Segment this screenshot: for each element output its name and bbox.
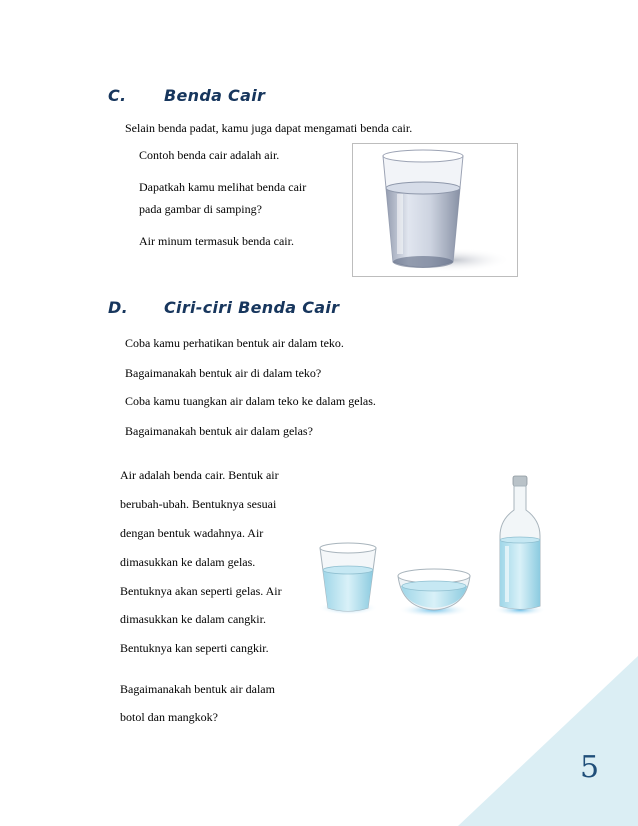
section-c-title: Benda Cair — [164, 86, 266, 105]
section-c-line: Air minum termasuk benda cair. — [139, 234, 294, 248]
paragraph-line: Air adalah benda cair. Bentuk air — [120, 468, 279, 482]
section-d-question: Coba kamu tuangkan air dalam teko ke dalam gelas. — [125, 394, 376, 408]
glass-photo — [352, 143, 518, 277]
paragraph-line: dimasukkan ke dalam cangkir. — [120, 612, 266, 626]
paragraph-line: Bentuknya kan seperti cangkir. — [120, 641, 269, 655]
section-d-question: Coba kamu perhatikan bentuk air dalam teko. — [125, 336, 344, 350]
section-d-question: Bagaimanakah bentuk air di dalam teko? — [125, 366, 322, 380]
section-c-letter: C. — [108, 86, 127, 105]
section-d-heading — [108, 298, 448, 320]
section-c-line: Contoh benda cair adalah air. — [139, 148, 280, 162]
paragraph-line: berubah-ubah. Bentuknya sesuai — [120, 497, 277, 511]
section-d-letter: D. — [108, 298, 128, 317]
page-number: 5 — [580, 750, 600, 785]
bowl-icon — [398, 569, 470, 617]
section-c-line: pada gambar di samping? — [139, 202, 262, 216]
section-c-intro: Selain benda padat, kamu juga dapat mengamati benda cair. — [125, 121, 413, 135]
containers-illustration — [312, 470, 552, 620]
section-d-title: Ciri-ciri Benda Cair — [164, 298, 340, 317]
paragraph-line: dengan bentuk wadahnya. Air — [120, 526, 264, 540]
closing-question: Bagaimanakah bentuk air dalam — [120, 682, 275, 696]
bottle-icon — [494, 476, 546, 616]
section-c-heading — [108, 86, 408, 108]
water-glass-image — [353, 144, 517, 276]
closing-question: botol dan mangkok? — [120, 710, 218, 724]
corner-decoration — [458, 656, 638, 826]
paragraph-line: dimasukkan ke dalam gelas. — [120, 555, 256, 569]
section-c-line: Dapatkah kamu melihat benda cair — [139, 180, 307, 194]
paragraph-line: Bentuknya akan seperti gelas. Air — [120, 584, 282, 598]
glass-icon — [318, 543, 378, 615]
section-d-question: Bagaimanakah bentuk air dalam gelas? — [125, 424, 313, 438]
